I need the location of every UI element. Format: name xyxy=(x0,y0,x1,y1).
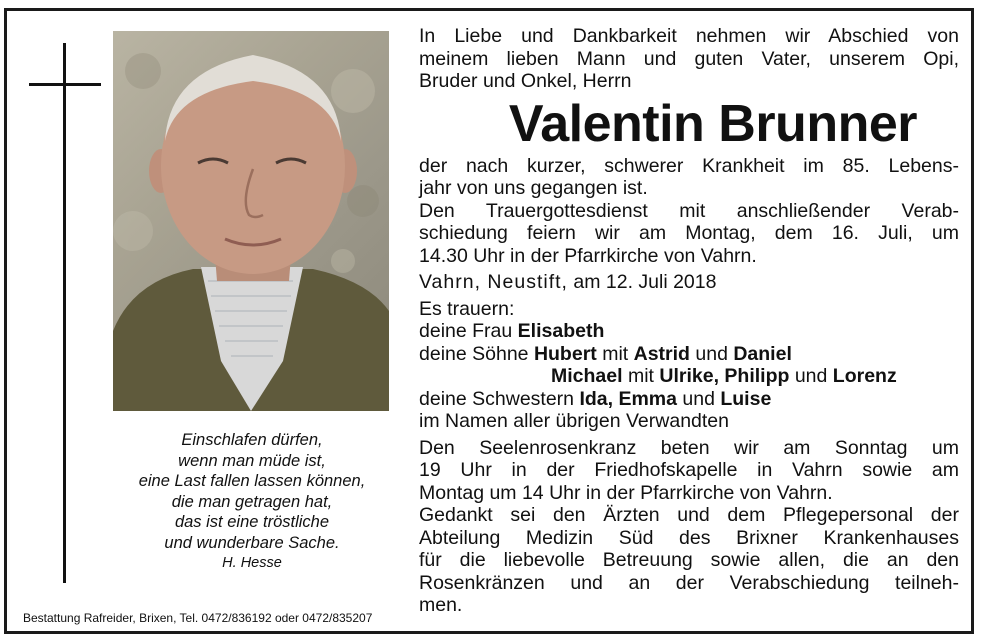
service-line: Den Trauergottesdienst mit anschließender Verab- xyxy=(419,199,959,222)
poem-author: H. Hesse xyxy=(222,555,282,571)
mourner-prefix: deine Schwestern xyxy=(419,387,580,410)
poem-line: und wunderbare Sache. xyxy=(164,533,340,552)
mourner-sons-1 xyxy=(419,343,959,366)
thanks-line: men. xyxy=(419,594,463,616)
mourner-wife xyxy=(419,320,959,343)
places: Vahrn, Neustift, xyxy=(419,271,568,293)
mourner-prefix: deine Söhne xyxy=(419,342,534,365)
mourner-name: Luise xyxy=(720,387,772,410)
connector: und xyxy=(676,387,721,410)
mourner-sons-2 xyxy=(419,365,959,388)
mourner-name: Elisabeth xyxy=(517,320,605,342)
connector: mit xyxy=(596,342,634,365)
rosary-line: 19 Uhr in der Friedhofskapelle in Vahrn sowie am xyxy=(419,459,959,481)
portrait-photo xyxy=(113,31,389,411)
thanks-line: Gedankt sei den Ärzten und dem Pflegepersonal der xyxy=(419,504,959,526)
poem-line: das ist eine tröstliche xyxy=(174,513,330,531)
connector: mit xyxy=(622,365,660,387)
after-name-line: jahr von uns gegangen ist. xyxy=(419,177,648,199)
thanks-line: Rosenkränzen und an der Verabschiedung teilneh- xyxy=(419,571,959,594)
obituary-card xyxy=(4,8,974,634)
poem xyxy=(107,430,397,574)
mourner-name: Daniel xyxy=(733,342,792,365)
obituary-text xyxy=(419,25,959,617)
intro-line: Bruder und Onkel, Herrn xyxy=(419,70,632,92)
thanks-line: Abteilung Medizin Süd des Brixner Krankenhauses xyxy=(419,526,959,549)
mourner-others: im Namen aller übrigen Verwandten xyxy=(419,410,730,432)
mourners-heading: Es trauern: xyxy=(419,297,515,320)
mourner-name: Ida, Emma xyxy=(579,387,677,410)
cross-icon-bar xyxy=(29,83,101,86)
place-date xyxy=(419,271,959,294)
after-name-line: der nach kurzer, schwerer Krankheit im 85. Lebens- xyxy=(419,154,959,177)
mourner-name: Hubert xyxy=(533,342,597,365)
mourner-name: Ulrike, Philipp xyxy=(659,365,790,387)
cross-icon xyxy=(63,43,66,583)
rosary-line: Montag um 14 Uhr in der Pfarrkirche von Vahrn. xyxy=(419,481,833,504)
deceased-name: Valentin Brunner xyxy=(508,94,917,153)
intro-line: meinem lieben Mann und guten Vater, unserem Opi, xyxy=(419,47,959,70)
thanks-line: für die liebevolle Betreuung sowie allen, die an den xyxy=(419,549,959,571)
poem-line: wenn man müde ist, xyxy=(178,451,326,470)
funeral-home-contact: Bestattung Rafreider, Brixen, Tel. 0472/836192 oder 0472/835207 xyxy=(23,611,373,625)
service-line: schiedung feiern wir am Montag, dem 16. Juli, um xyxy=(419,222,959,244)
poem-line: eine Last fallen lassen können, xyxy=(138,472,366,490)
mourner-prefix: deine Frau xyxy=(419,320,518,342)
date: am 12. Juli 2018 xyxy=(573,271,717,293)
mourner-sisters xyxy=(419,388,959,411)
mourner-name: Astrid xyxy=(633,342,690,365)
mourner-name: Lorenz xyxy=(832,365,897,387)
poem-line: die man getragen hat, xyxy=(171,492,333,511)
connector: und xyxy=(789,365,833,387)
mourner-name: Michael xyxy=(551,365,623,387)
rosary-line: Den Seelenrosenkranz beten wir am Sonntag um xyxy=(419,436,959,459)
connector: und xyxy=(689,342,734,365)
intro-line: In Liebe und Dankbarkeit nehmen wir Abschied von xyxy=(419,25,959,47)
poem-line: Einschlafen dürfen, xyxy=(181,431,323,449)
service-line: 14.30 Uhr in der Pfarrkirche von Vahrn. xyxy=(419,244,757,267)
